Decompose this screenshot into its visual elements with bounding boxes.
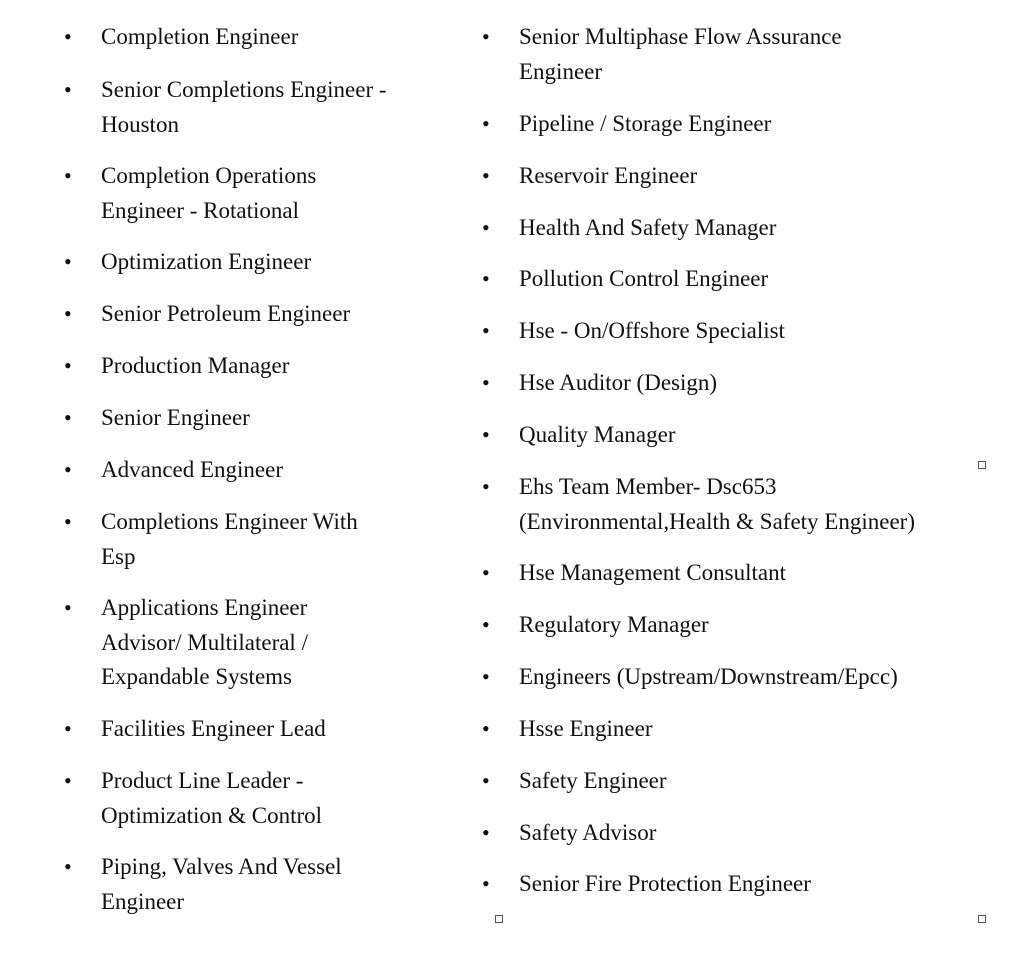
bullet-icon: • (64, 768, 72, 793)
bullet-icon: • (482, 215, 490, 240)
bullet-icon: • (482, 24, 490, 49)
bullet-icon: • (482, 266, 490, 291)
list-item-text (101, 73, 387, 142)
list-item-text (519, 608, 709, 643)
list-item-line: Applications Engineer (101, 595, 308, 620)
resize-handle-bottom-middle[interactable] (495, 915, 503, 923)
list-item-line: Engineer (519, 58, 603, 84)
list-item-line: Senior Fire Protection Engineer (519, 871, 811, 896)
list-item-text (101, 505, 358, 574)
list-item-line: Hse - On/Offshore Specialist (519, 318, 785, 343)
bullet-icon: • (482, 370, 490, 395)
list-item-line: Completion Engineer (101, 24, 299, 49)
bullet-icon: • (64, 77, 72, 102)
bullet-icon: • (64, 353, 72, 378)
list-item-line: (Environmental,Health & Safety Engineer) (519, 508, 915, 534)
resize-handle-bottom-right[interactable] (978, 915, 986, 923)
list-item-text (519, 418, 675, 453)
list-item-text (101, 591, 308, 695)
list-item-line: Advisor/ Multilateral / (101, 629, 308, 655)
bullet-icon: • (64, 249, 72, 274)
list-item-text (101, 349, 289, 384)
list-item-text (101, 297, 350, 332)
list-item-text (101, 453, 283, 488)
list-item-text (519, 107, 771, 142)
list-item-text (101, 20, 298, 55)
bullet-icon: • (482, 768, 490, 793)
list-item-line: Hse Management Consultant (519, 560, 787, 585)
list-item-text (101, 764, 322, 833)
list-item-line: Advanced Engineer (101, 457, 284, 482)
list-item-line: Engineer (101, 888, 185, 914)
list-item-text (519, 159, 697, 194)
bullet-icon: • (482, 664, 490, 689)
list-item-text (519, 816, 656, 851)
bullet-icon: • (482, 820, 490, 845)
list-item-line: Quality Manager (519, 422, 676, 447)
list-item-line: Senior Completions Engineer - (101, 77, 387, 102)
list-item-line: Safety Advisor (519, 820, 657, 845)
bullet-icon: • (64, 457, 72, 482)
list-item-line: Piping, Valves And Vessel (101, 854, 342, 879)
list-item-line: Pollution Control Engineer (519, 266, 769, 291)
list-item-line: Product Line Leader - (101, 768, 304, 793)
bullet-icon: • (64, 24, 72, 49)
list-item-line: Health And Safety Manager (519, 215, 777, 240)
bullet-icon: • (64, 509, 72, 534)
bullet-icon: • (482, 111, 490, 136)
list-item-line: Engineers (Upstream/Downstream/Epcc) (519, 664, 898, 689)
list-item-line: Facilities Engineer Lead (101, 716, 326, 741)
bullet-icon: • (482, 474, 490, 499)
list-item-line: Senior Engineer (101, 405, 250, 430)
bullet-icon: • (482, 716, 490, 741)
list-item-line: Senior Petroleum Engineer (101, 301, 351, 326)
list-item-text (101, 159, 316, 228)
list-item-line: Completion Operations (101, 163, 317, 188)
list-item-text (519, 211, 776, 246)
list-item-text (101, 245, 311, 280)
bullet-icon: • (482, 422, 490, 447)
bullet-icon: • (64, 854, 72, 879)
list-item-line: Esp (101, 543, 136, 569)
list-item-text (101, 712, 326, 747)
list-item-line: Houston (101, 111, 179, 137)
bullet-icon: • (482, 612, 490, 637)
list-item-line: Senior Multiphase Flow Assurance (519, 24, 842, 49)
list-item-line: Optimization & Control (101, 802, 323, 828)
bullet-icon: • (64, 405, 72, 430)
bullet-icon: • (64, 595, 72, 620)
list-item-text (101, 850, 342, 919)
list-item-text (519, 20, 842, 89)
list-item-line: Production Manager (101, 353, 290, 378)
list-item-text (519, 660, 898, 695)
list-item-line: Ehs Team Member- Dsc653 (519, 474, 777, 499)
list-item-line: Engineer - Rotational (101, 197, 299, 223)
bullet-icon: • (64, 163, 72, 188)
list-item-text (519, 314, 785, 349)
list-item-text (519, 867, 811, 902)
resize-handle-right-middle[interactable] (978, 461, 986, 469)
list-item-text (519, 712, 653, 747)
list-item-text (519, 366, 717, 401)
list-item-line: Hse Auditor (Design) (519, 370, 718, 395)
list-item-line: Hsse Engineer (519, 716, 653, 741)
list-item-line: Regulatory Manager (519, 612, 709, 637)
bullet-icon: • (482, 871, 490, 896)
list-item-line: Expandable Systems (101, 664, 292, 689)
list-item-line: Optimization Engineer (101, 249, 312, 274)
list-item-text (519, 764, 667, 799)
bullet-icon: • (64, 301, 72, 326)
bullet-icon: • (482, 318, 490, 343)
list-item-line: Safety Engineer (519, 768, 667, 793)
list-item-text (519, 262, 768, 297)
list-item-text (519, 470, 915, 539)
list-item-line: Pipeline / Storage Engineer (519, 111, 772, 136)
bullet-icon: • (64, 716, 72, 741)
bullet-icon: • (482, 163, 490, 188)
list-item-text (519, 556, 786, 591)
list-item-line: Reservoir Engineer (519, 163, 698, 188)
list-item-text (101, 401, 250, 436)
list-item-line: Completions Engineer With (101, 509, 358, 534)
bullet-icon: • (482, 560, 490, 585)
